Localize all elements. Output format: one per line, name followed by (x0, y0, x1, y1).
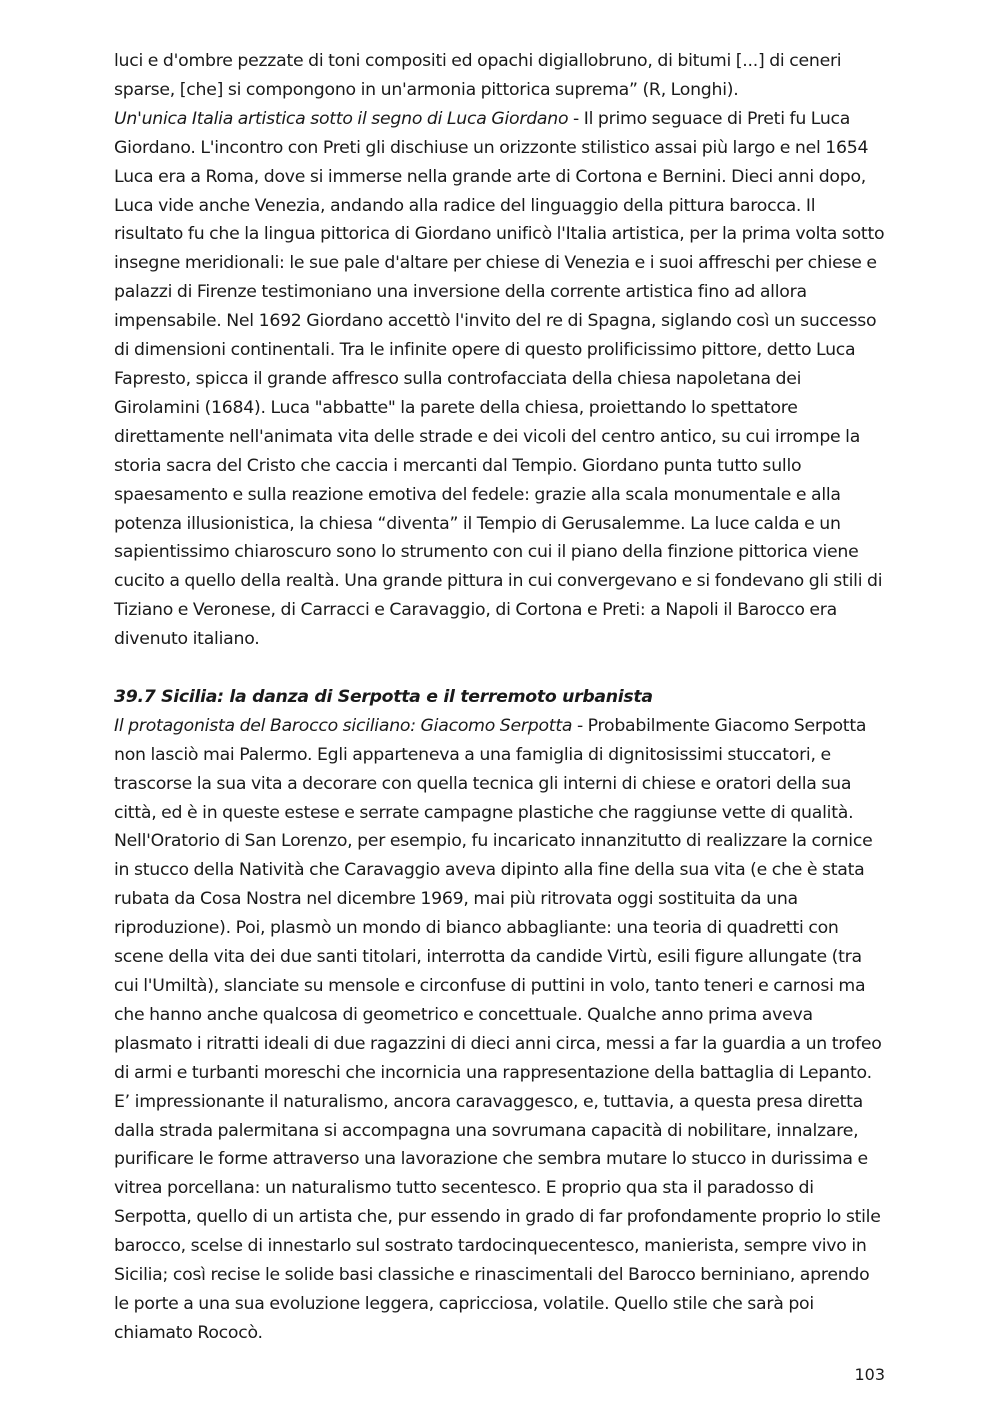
paragraph-lead: Il protagonista del Barocco siciliano: Giacomo Serpotta (114, 715, 573, 736)
paragraph-text: - Il primo seguace di Preti fu Luca Giordano. L'incontro con Preti gli dischiuse un orizzonte stilistico assai più largo e nel 1654 Luca era a Roma, dove si immerse nella grande arte di Cortona e Bernini. Dieci anni dopo, Luca vide anche Venezia, andando alla radice del linguaggio della pittura barocca. Il risultato fu che la lingua pittorica di Giordano unificò l'Italia artistica, per la prima volta sotto insegne meridionali: le sue pale d'altare per chiese di Venezia e i suoi affreschi per chiese e palazzi di Firenze testimoniano una inversione della corrente artistica fino ad allora impensabile. Nel 1692 Giordano accettò l'invito del re di Spagna, siglando così un successo di dimensioni continentali. Tra le infinite opere di questo prolificissimo pittore, detto Luca Fapresto, spicca il grande affresco sulla controfacciata della chiesa napoletana dei Girolamini (1684). Luca "abbatte" la parete della chiesa, proiettando lo spettatore direttamente nell'animata vita delle strade e dei vicoli del centro antico, su cui irrompe la storia sacra del Cristo che caccia i mercanti dal Tempio. Giordano punta tutto sullo spaesamento e sulla reazione emotiva del fedele: grazie alla scala monumentale e alla potenza illusionistica, la chiesa “diventa” il Tempio di Gerusalemme. La luce calda e un sapientissimo chiaroscuro sono lo strumento con cui il piano della finzione pittorica viene cucito a quello della realtà. Una grande pittura in cui convergevano e si fondevano gli stili di Tiziano e Veronese, di Carracci e Caravaggio, di Cortona e Preti: a Napoli il Barocco era divenuto italiano. (114, 108, 885, 650)
page-body (114, 47, 886, 1348)
paragraph-text: - Probabilmente Giacomo Serpotta non lasciò mai Palermo. Egli apparteneva a una famiglia di dignitosissimi stuccatori, e trascorse la sua vita a decorare con quella tecnica gli interni di chiese e oratori della sua città, ed è in queste estese e serrate campagne plastiche che raggiunse vette di qualità. Nell'Oratorio di San Lorenzo, per esempio, fu incaricato innanzitutto di realizzare la cornice in stucco della Natività che Caravaggio aveva dipinto alla fine della sua vita (e che è stata rubata da Cosa Nostra nel dicembre 1969, mai più ritrovata oggi sostituita da una riproduzione). Poi, plasmò un mondo di bianco abbagliante: una teoria di quadretti con scene della vita dei due santi titolari, interrotta da candide Virtù, esili figure allungate (tra cui l'Umiltà), slanciate su mensole e circonfuse di puttini in volo, tanto teneri e carnosi ma che hanno anche qualcosa di geometrico e concettuale. Qualche anno prima aveva plasmato i ritratti ideali di due ragazzini di dieci anni circa, messi a far la guardia a un trofeo di armi e turbanti moreschi che incornicia una rappresentazione della battaglia di Lepanto. E’ impressionante il naturalismo, ancora caravaggesco, e, tuttavia, a questa presa diretta dalla strada palermitana si accompagna una sovrumana capacità di nobilitare, innalzare, purificare le forme attraverso una lavorazione che sembra mutare lo stucco in durissima e vitrea porcellana: un naturalismo tutto secentesco. E proprio qua sta il paradosso di Serpotta, quello di un artista che, pur essendo in grado di far profondamente proprio lo stile barocco, scelse di innestarlo sul sostrato tardocinquecentesco, manierista, sempre vivo in Sicilia; così recise le solide basi classiche e rinascimentali del Barocco berniniano, aprendo le porte a una sua evoluzione leggera, capricciosa, volatile. Quello stile che sarà poi chiamato Rococò. (114, 715, 882, 1343)
page-number: 103 (854, 1365, 885, 1384)
paragraph-lead: Un'unica Italia artistica sotto il segno di Luca Giordano (114, 108, 569, 129)
paragraph-serpotta (114, 712, 886, 1348)
paragraph-gap (114, 654, 886, 683)
paragraph-continuation (114, 47, 886, 105)
section-heading: 39.7 Sicilia: la danza di Serpotta e il terremoto urbanista (114, 686, 653, 707)
paragraph-giordano (114, 105, 886, 654)
paragraph-text: luci e d'ombre pezzate di toni compositi ed opachi digiallobruno, di bitumi [...] di ceneri sparse, [che] si compongono in un'armonia pittorica suprema” (R, Longhi). (114, 51, 842, 100)
